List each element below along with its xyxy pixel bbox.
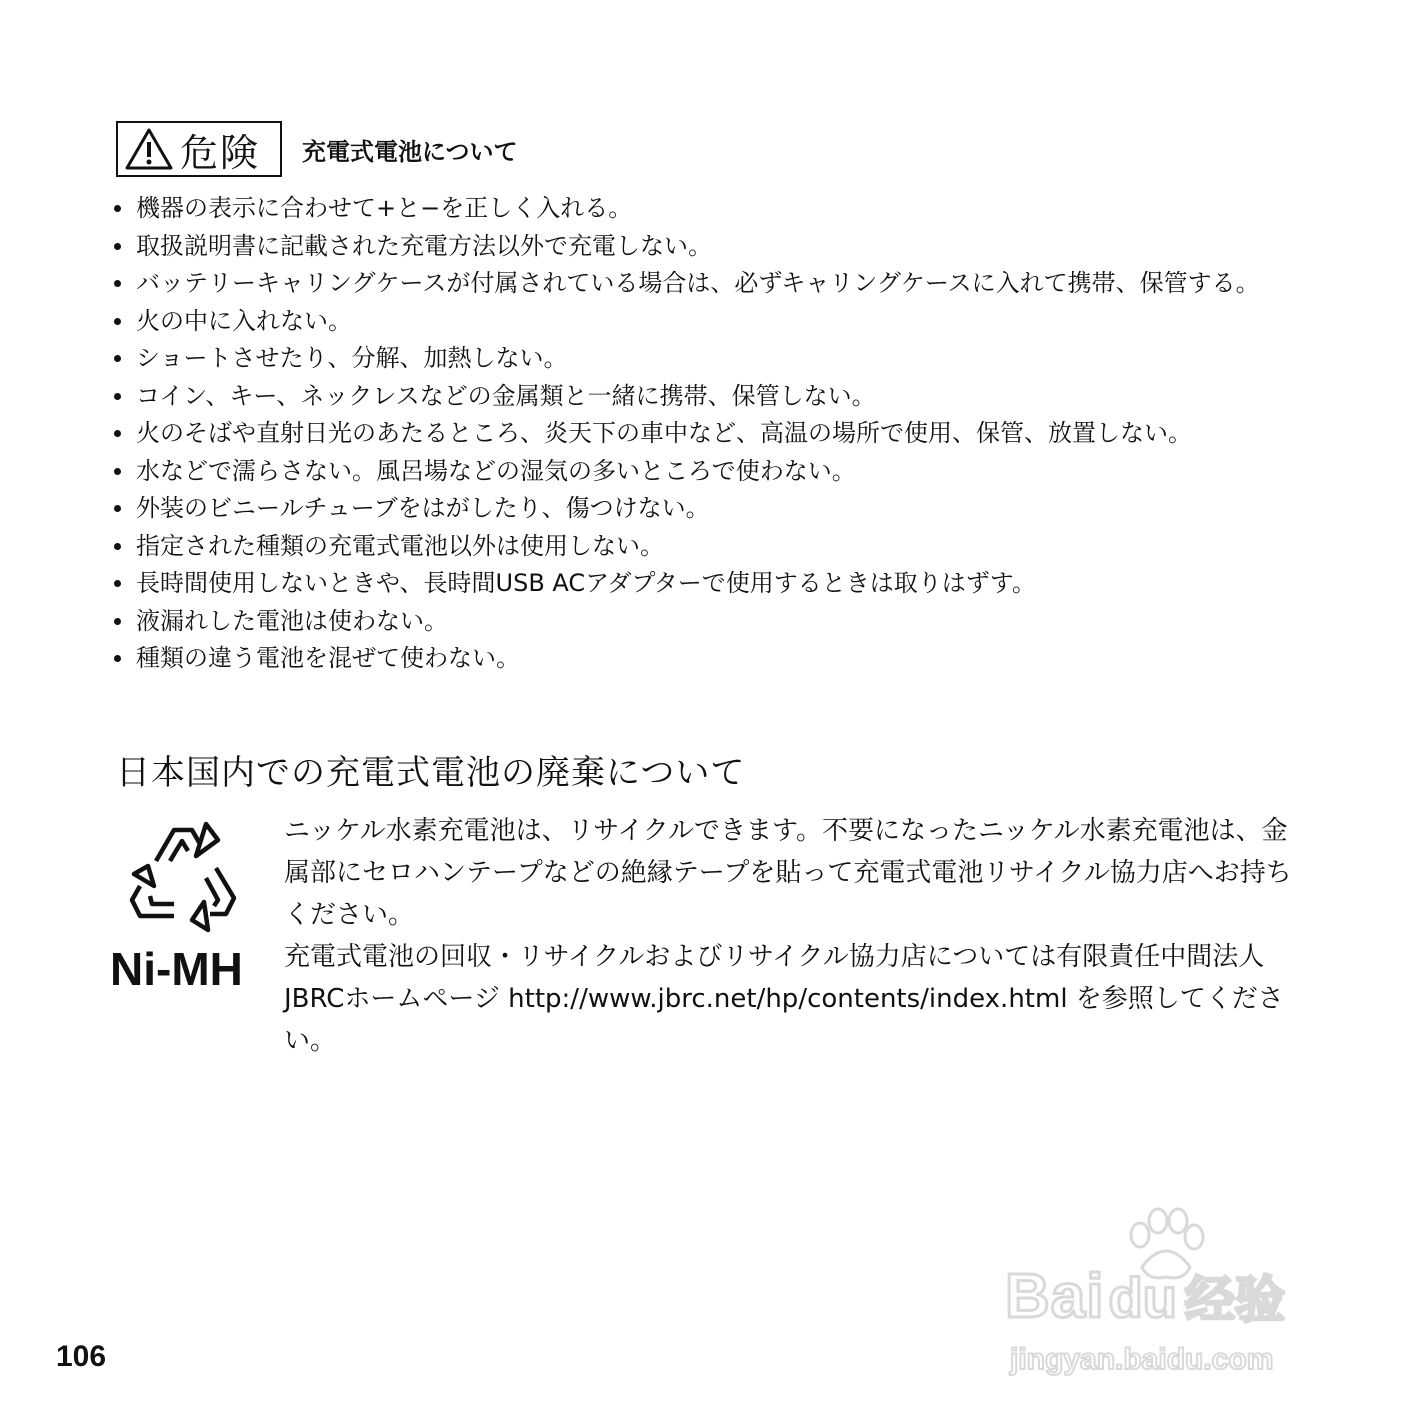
list-item: バッテリーキャリングケースが付属されている場合は、必ずキャリングケースに入れて携帯、保管する。 [112,265,1297,303]
danger-section-title: 充電式電池について [302,137,518,166]
list-item: 長時間使用しないときや、長時間USB ACアダプターで使用するときは取りはずす。 [112,565,1297,603]
list-item: 機器の表示に合わせて+と−を正しく入れる。 [112,190,1297,228]
danger-header [116,121,518,177]
page-number: 106 [56,1340,107,1373]
baidu-watermark [1005,1205,1335,1395]
list-item: 外装のビニールチューブをはがしたり、傷つけない。 [112,490,1297,528]
warning-triangle-icon [124,127,174,171]
list-item: 指定された種類の充電式電池以外は使用しない。 [112,528,1297,566]
list-item: 水などで濡らさない。風呂場などの湿気の多いところで使わない。 [112,453,1297,491]
list-item: ショートさせたり、分解、加熱しない。 [112,340,1297,378]
recycling-paragraph: ニッケル水素充電池は、リサイクルできます。不要になったニッケル水素充電池は、金属部にセロハンテープなどの絶縁テープを貼って充電式電池リサイクル協力店へお持ちください。 [284,816,1292,930]
danger-label: 危険 [180,130,261,175]
jbrc-paragraph: 充電式電池の回収・リサイクルおよびリサイクル協力店については有限責任中間法人JBRCホームページ http://www.jbrc.net/hp/contents/index.html を参照してください。 [284,942,1284,1056]
disposal-section-title: 日本国内での充電式電池の廃棄について [116,753,746,793]
danger-bullet-list [112,190,1297,678]
list-item: 取扱説明書に記載された充電方法以外で充電しない。 [112,228,1297,266]
danger-label-box [116,121,282,177]
watermark-du: du [1108,1266,1177,1329]
watermark-jingyan: 经验 [1184,1271,1285,1329]
list-item: 液漏れした電池は使わない。 [112,603,1297,641]
watermark-brand [1005,1260,1285,1332]
list-item: 種類の違う電池を混ぜて使わない。 [112,640,1297,678]
list-item: コイン、キー、ネックレスなどの金属類と一緒に携帯、保管しない。 [112,378,1297,416]
watermark-bai: Bai [1005,1262,1105,1331]
recycle-icon [126,816,246,934]
battery-type-label: Ni-MH [110,943,243,995]
watermark-url: jingyan.baidu.com [1010,1343,1274,1376]
list-item: 火の中に入れない。 [112,303,1297,341]
list-item: 火のそばや直射日光のあたるところ、炎天下の車中など、高温の場所で使用、保管、放置しない。 [112,415,1297,453]
